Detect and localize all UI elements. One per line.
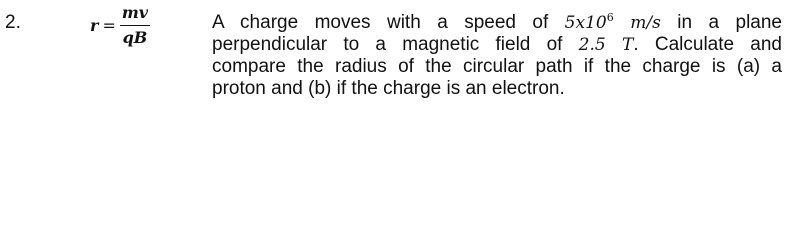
problem-line-2	[212, 34, 782, 56]
speed-unit: m/s	[630, 13, 661, 33]
formula-fraction	[120, 4, 150, 47]
formula-equals: =	[102, 16, 116, 35]
speed-exponent: 6	[606, 11, 614, 24]
speed-value	[565, 13, 661, 33]
formula-numerator: mv	[121, 3, 149, 22]
item-number: 2.	[5, 12, 21, 33]
formula-lhs: r	[90, 16, 99, 35]
field-number: 2.5	[578, 35, 606, 55]
radius-formula	[90, 4, 150, 47]
problem-line-1	[212, 12, 782, 34]
field-unit: T	[622, 35, 634, 55]
problem-line-3: compare the radius of the circular path if the charge is (a) a	[212, 56, 782, 77]
problem-text-1a: A charge moves with a speed of	[212, 12, 565, 33]
problem-text-1b: in a plane	[660, 12, 782, 33]
problem-text-2a: perpendicular to a magnetic field of	[212, 34, 579, 55]
problem-statement	[212, 12, 782, 100]
field-value	[579, 35, 634, 55]
problem-text-2b: . Calculate and	[633, 34, 782, 55]
formula-denominator: qB	[122, 28, 148, 47]
problem-line-4: proton and (b) if the charge is an electron.	[212, 78, 565, 99]
speed-base: 5x10	[564, 13, 607, 33]
